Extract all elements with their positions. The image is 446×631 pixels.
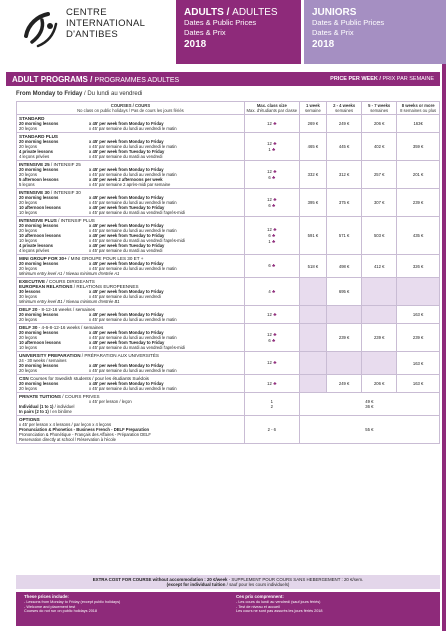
price-label: PRICE PER WEEK / — [330, 76, 381, 82]
adults-year: 2018 — [184, 39, 207, 50]
class-size — [245, 338, 299, 344]
price-cell: 163€ — [397, 115, 440, 133]
course-name: DELF 30 — [19, 325, 38, 330]
course-line-desc: x 45' per week from Tuesday to Friday — [89, 340, 165, 345]
course-line-qty: 4 leçons privées — [19, 248, 50, 253]
price-cell: 402 € — [362, 133, 397, 161]
course-line-desc: x 45' par semaine du mardi au vendredi l'après-midi — [89, 345, 185, 350]
course-line-desc: x 45' par semaine du mardi au vendredi l'après-midi — [89, 238, 185, 243]
course-note: Minimum entry level B1 / Niveau minimum d'entrée B1 — [19, 299, 120, 304]
table-row — [17, 115, 440, 133]
private-price: 36 € — [365, 404, 374, 409]
class-size-value: 6 — [268, 202, 271, 208]
course-line-desc: x 45' par semaine du lundi au vendredi le matin — [89, 228, 177, 233]
course-line-qty: 20 morning lessons — [19, 330, 59, 335]
course-cell — [17, 278, 245, 306]
adults-title: ADULTS / — [184, 7, 230, 18]
course-line-qty: 20 morning lessons — [19, 195, 59, 200]
course-cell — [17, 416, 245, 444]
class-size-value: 12 — [267, 226, 272, 232]
course-line-desc: x 45' par semaine du lundi au vendredi le matin — [89, 144, 177, 149]
table-row — [17, 324, 440, 352]
course-name: MINI GROUP FOR 30+ — [19, 256, 67, 261]
school-logo-icon — [18, 6, 62, 50]
course-line-qty: 30 leçons — [19, 294, 37, 299]
price-cell: 163 € — [397, 306, 440, 324]
course-line-desc: x 45' per week from Monday to Friday — [89, 289, 164, 294]
course-line: Reservation directly at school / Réservation à l'école — [19, 437, 116, 442]
price-cell: 332 € — [299, 161, 326, 189]
school-name: CENTRE INTERNATIONAL D'ANTIBES — [66, 7, 146, 40]
pairs-label: In pairs (2 to 1) — [19, 409, 49, 414]
price-cell: 435 € — [397, 217, 440, 255]
course-note: Minimum entry level A1 / Niveau minimum d'entrée A1 — [19, 271, 120, 276]
price-cell — [397, 278, 440, 306]
course-line-qty: 20 leçons — [19, 200, 37, 205]
class-size-cell — [244, 217, 299, 255]
price-table — [16, 101, 440, 444]
course-name-fr: / INTENSIF 30 — [50, 190, 81, 195]
price-cell: 307 € — [362, 189, 397, 217]
section-title-bar — [6, 72, 440, 86]
course-line-qty: 20 leçons — [19, 317, 37, 322]
course-line-desc: x 45' per week from Monday to Friday — [89, 139, 164, 144]
people-icon: ♣ — [270, 337, 276, 344]
course-line-qty: 20 morning lessons — [19, 167, 59, 172]
course-line-qty: 20 leçons — [19, 172, 37, 177]
course-line — [19, 154, 242, 159]
course-name-fr: / COURS PRIVES — [62, 394, 100, 399]
price-cell: 395 € — [299, 189, 326, 217]
class-size — [245, 289, 299, 295]
price-cell: 375 € — [327, 189, 362, 217]
course-cell — [17, 161, 245, 189]
price-cell: 206 € — [362, 375, 397, 393]
price-cell: 239 € — [397, 189, 440, 217]
price-cell: 412 € — [362, 255, 397, 278]
course-name-fr: / PRÉPARATION AUX UNIVERSITÉS — [81, 353, 159, 358]
price-cell — [299, 324, 326, 352]
course-line-qty: 20 leçons — [19, 144, 37, 149]
notes-left: These prices include: - Lessons from Monday to Friday (except public holidays) - Welcome and placement test Courses do not run on public holidays 2018 — [24, 594, 121, 614]
course-line-desc: x 45' per week from Monday to Friday — [89, 121, 164, 126]
price-cell: 257 € — [362, 161, 397, 189]
class-size — [245, 263, 299, 269]
price-cell — [362, 352, 397, 375]
price-cell: 326 € — [397, 255, 440, 278]
course-line-desc: x 45' par semaine du mardi au vendredi — [89, 154, 163, 159]
price-notes-box — [16, 592, 440, 626]
class-size-value: 12 — [267, 168, 272, 174]
price-cell: 163 € — [397, 375, 440, 393]
course-line-desc: x 45' per week from Tuesday to Friday — [89, 233, 165, 238]
course-line-qty: 10 afternoon lessons — [19, 205, 61, 210]
course-line-desc: x 45' per week from Tuesday to Friday — [89, 149, 165, 154]
class-size-value: 6 — [268, 174, 271, 180]
course-name-fr: Courses for Swedish students / pour les étudiants Suédois — [29, 376, 149, 381]
course-line-desc: x 45' per week from Tuesday to Friday — [89, 243, 165, 248]
class-size — [245, 381, 299, 387]
price-cell: 239 € — [397, 324, 440, 352]
class-size: 2 — [270, 404, 273, 409]
course-cell — [17, 255, 245, 278]
class-size — [245, 147, 299, 153]
individual-label-fr: / individuel — [54, 404, 75, 409]
course-name: STANDARD — [19, 116, 45, 121]
course-name-fr: / MINI GROUPE POUR LES 30 ET + — [68, 256, 144, 261]
people-icon: ♣ — [271, 360, 277, 366]
class-size-value: 1 — [268, 238, 271, 244]
class-size-value: 12 — [267, 196, 272, 202]
course-line — [19, 345, 242, 350]
private-tuitions-row — [17, 393, 440, 416]
course-line-desc: x 45' per week from Monday to Friday — [89, 167, 164, 172]
course-line-qty: 20 leçons — [19, 126, 37, 131]
course-line-qty: 30 lessons — [19, 289, 41, 294]
course-cell — [17, 306, 245, 324]
price-cell: 518 € — [299, 255, 326, 278]
price-cell: 163 € — [397, 352, 440, 375]
course-line-qty: 20 leçons — [19, 386, 37, 391]
price-cell: 445 € — [327, 133, 362, 161]
class-size — [245, 121, 299, 127]
table-row — [17, 133, 440, 161]
col-courses: COURSES / COURS No class on public holidays / Pas de cours les jours fériés — [17, 102, 245, 115]
price-cell — [299, 393, 439, 416]
people-icon: ♣ — [270, 202, 276, 209]
table-row — [17, 306, 440, 324]
price-cell: 206 € — [362, 115, 397, 133]
private-price: 49 € — [365, 399, 374, 404]
col-5-7-weeks: 5 - 7 weeks semaines — [362, 102, 397, 115]
course-line-qty: 20 morning lessons — [19, 363, 59, 368]
course-line — [19, 182, 242, 187]
adults-sub1: Dates & Public Prices — [184, 18, 257, 27]
options-row — [17, 416, 440, 444]
price-cell: 465 € — [299, 133, 326, 161]
course-line-qty: 20 morning lessons — [19, 121, 59, 126]
price-cell — [299, 278, 326, 306]
class-size-cell — [244, 189, 299, 217]
class-size-cell — [244, 133, 299, 161]
people-icon: ♣ — [270, 174, 276, 181]
table-row — [17, 352, 440, 375]
price-cell: 201 € — [397, 161, 440, 189]
course-line-qty: 10 leçons — [19, 210, 37, 215]
course-line-qty: 20 morning lessons — [19, 139, 59, 144]
class-size-cell — [244, 393, 299, 416]
course-line-qty: 10 afternoon lessons — [19, 233, 61, 238]
tab-juniors[interactable] — [304, 0, 446, 64]
course-line-qty: 20 leçons — [19, 368, 37, 373]
course-name-fr: - 4-6-8-12-16 weeks / semaines — [38, 325, 104, 330]
price-cell — [327, 352, 362, 375]
price-cell — [327, 306, 362, 324]
course-line-desc: x 45' per week from Monday to Friday — [89, 195, 164, 200]
course-line-qty: 10 leçons — [19, 345, 37, 350]
people-icon: ♣ — [270, 288, 276, 295]
course-line-desc: x 45' per week from Monday to Friday — [89, 261, 164, 266]
class-size — [245, 312, 299, 318]
course-line-qty: 20 leçons — [19, 228, 37, 233]
class-size — [245, 203, 299, 209]
course-name-2: EUROPEAN RELATIONS — [19, 284, 73, 289]
course-cell — [17, 115, 245, 133]
class-size-value: 12 — [267, 120, 272, 126]
course-name: UNIVERSITY PREPARATION — [19, 353, 81, 358]
course-line-desc: x 45' par semaine du lundi au vendredi le matin — [89, 317, 177, 322]
course-cell — [17, 189, 245, 217]
price-cell — [362, 278, 397, 306]
course-line-qty: 5 leçons — [19, 182, 35, 187]
course-cell — [17, 352, 245, 375]
juniors-year: 2018 — [312, 39, 335, 50]
price-cell: 503 € — [362, 217, 397, 255]
course-name: INTENSIVE PLUS — [19, 218, 57, 223]
class-size-value: 12 — [267, 140, 272, 146]
people-icon: ♣ — [271, 120, 277, 127]
course-name: CSN — [19, 376, 29, 381]
people-icon: ♣ — [270, 238, 276, 245]
price-cell: 591 € — [299, 217, 326, 255]
adults-title-fr: ADULTES — [232, 7, 278, 18]
course-line-qty: 10 leçons — [19, 238, 37, 243]
course-line — [19, 368, 242, 373]
course-line-qty: 20 morning lessons — [19, 261, 59, 266]
price-cell: 249 € — [327, 375, 362, 393]
course-name-fr: / COURS DIRIGEANTS — [46, 279, 95, 284]
price-cell: 695 € — [327, 278, 362, 306]
class-size — [245, 175, 299, 181]
course-line-desc: x 45' par semaine du lundi au vendredi le matin — [89, 200, 177, 205]
class-size-value: 12 — [267, 360, 272, 365]
course-line-qty: 20 leçons — [19, 335, 37, 340]
notes-right: Ces prix comprennent: - Les cours du lundi au vendredi (sauf jours fériés) - Test de niveau et accueil Les cours ne sont pas assurés les jours fériés 2018 — [236, 594, 323, 614]
course-line-desc: x 45' per week 2 afternoons per week — [89, 177, 163, 182]
course-line-qty: 20 leçons — [19, 266, 37, 271]
class-size-value: 6 — [268, 263, 271, 268]
price-cell: 498 € — [327, 255, 362, 278]
course-title: OPTIONS — [19, 417, 40, 422]
section-title-fr: PROGRAMMES ADULTES — [94, 76, 180, 84]
course-line: x 45' per lesson x 4 lessons / par leçon x 4 leçons — [19, 422, 112, 427]
course-line-desc: x 45' par semaine du mardi au vendredi — [89, 248, 163, 253]
people-icon: ♣ — [271, 380, 277, 387]
class-size-cell — [244, 324, 299, 352]
course-line — [19, 210, 242, 215]
class-size-value: 1 — [268, 146, 271, 152]
side-accent-bar — [442, 64, 446, 631]
section-title: ADULT PROGRAMS / — [12, 74, 93, 84]
class-size-cell — [244, 306, 299, 324]
course-line — [19, 386, 242, 391]
course-name: DELF 20 — [19, 307, 38, 312]
course-line-desc: x 45' per week from Monday to Friday — [89, 223, 164, 228]
course-line — [19, 409, 242, 414]
adults-sub2: Dates & Prix — [184, 27, 226, 37]
people-icon: ♣ — [271, 140, 277, 147]
schedule-subhead: From Monday to Friday / Du lundi au vendredi — [16, 91, 143, 97]
course-line-desc: x 45' per week from Tuesday to Friday — [89, 205, 165, 210]
table-row — [17, 161, 440, 189]
course-line-qty: 4 private lessons — [19, 149, 53, 154]
people-icon: ♣ — [270, 232, 276, 239]
course-line — [19, 317, 242, 322]
people-icon: ♣ — [271, 331, 277, 338]
course-line-desc: x 45' per week from Monday to Friday — [89, 330, 164, 335]
table-header-row — [17, 102, 440, 115]
juniors-sub2: Dates & Prix — [312, 27, 354, 37]
extra-cost-note: EXTRA COST FOR COURSE without accommodation : 20 €/week - SUPPLEMENT POUR COURS SANS HEBERGEMENT : 20 €/sem. (except for individual tuition / sauf pour les cours individuels) — [16, 575, 440, 589]
col-8-weeks: 8 weeks or more 8 semaines ou plus — [397, 102, 440, 115]
class-size-value: 12 — [267, 380, 272, 386]
course-line-qty: 10 afternoon lessons — [19, 340, 61, 345]
juniors-sub1: Dates & Public Prices — [312, 18, 385, 27]
course-cell — [17, 133, 245, 161]
course-line-desc: x 45' par semaine du mardi au vendredi l'après-midi — [89, 210, 185, 215]
course-line-desc: x 45' per lesson / leçon — [89, 399, 132, 404]
class-size-cell — [244, 115, 299, 133]
tab-adults[interactable] — [176, 0, 301, 64]
course-line-desc: x 45' par semaine du lundi au vendredi — [89, 294, 161, 299]
price-cell — [299, 375, 326, 393]
class-size-value: 12 — [267, 311, 272, 317]
course-line — [19, 248, 242, 253]
juniors-title: JUNIORS — [312, 7, 357, 18]
class-size — [245, 360, 299, 366]
table-row — [17, 255, 440, 278]
course-name: INTENSIVE 25 — [19, 162, 50, 167]
class-size-cell: 2 - 6 — [244, 416, 299, 444]
price-cell: 359 € — [397, 133, 440, 161]
course-line-desc: x 45' par semaine 2 après-midi par semaine — [89, 182, 171, 187]
people-icon: ♣ — [271, 311, 277, 318]
class-size-value: 4 — [268, 288, 271, 294]
course-line-qty: 4 private lessons — [19, 243, 53, 248]
course-name-fr: - 8-12-16 weeks / semaines — [38, 307, 96, 312]
course-cell — [17, 324, 245, 352]
course-line-desc: x 45' par semaine du lundi au vendredi le matin — [89, 386, 177, 391]
course-name: PRIVATE TUITIONS — [19, 394, 61, 399]
class-size-cell — [244, 255, 299, 278]
pairs-label-fr: / en binôme — [49, 409, 72, 414]
class-size-value: 6 — [268, 232, 271, 238]
people-icon: ♣ — [270, 263, 276, 269]
course-line-qty: 20 morning lessons — [19, 381, 59, 386]
course-line: Pronunciation & Phonetics - Business French - DELF Preparation — [19, 427, 150, 432]
course-line: Prononciation & Phonétique - Français des Affaires - Préparation DELF — [19, 432, 151, 437]
course-line-qty: 24 - 30 weeks / semaines — [19, 358, 67, 363]
price-cell: 269 € — [299, 115, 326, 133]
col-class-size: Max. class size Max. d'étudiants par classe — [244, 102, 299, 115]
table-row — [17, 278, 440, 306]
table-row — [17, 375, 440, 393]
class-size: 1 — [270, 399, 273, 404]
class-size-cell — [244, 352, 299, 375]
course-line-desc: x 45' per week from Monday to Friday — [89, 363, 164, 368]
price-cell — [299, 306, 326, 324]
course-cell — [17, 393, 245, 416]
price-cell — [362, 306, 397, 324]
course-line-desc: x 45' par semaine du lundi au vendredi le matin — [89, 368, 177, 373]
table-row — [17, 189, 440, 217]
course-cell — [17, 375, 245, 393]
price-cell — [299, 352, 326, 375]
course-line-qty: 5 afternoon lessons — [19, 177, 59, 182]
people-icon: ♣ — [271, 168, 277, 175]
people-icon: ♣ — [271, 196, 277, 203]
col-2-4-weeks: 2 - 4 weeks semaines — [327, 102, 362, 115]
course-name-fr: / INTENSIF PLUS — [58, 218, 95, 223]
course-line-desc: x 45' par semaine du lundi au vendredi le matin — [89, 266, 177, 271]
class-size-value: 12 — [267, 331, 272, 337]
price-cell: 312 € — [327, 161, 362, 189]
course-line-qty: 4 leçons privées — [19, 154, 50, 159]
course-name-2-fr: / RELATIONS EUROPEENNES — [73, 284, 139, 289]
course-line-desc: x 45' par semaine du lundi au vendredi le matin — [89, 172, 177, 177]
course-line-qty: 20 morning lessons — [19, 312, 59, 317]
course-line — [19, 126, 242, 131]
course-line-qty: 20 morning lessons — [19, 223, 59, 228]
course-name-fr: / INTENSIF 25 — [50, 162, 81, 167]
people-icon: ♣ — [271, 226, 277, 233]
people-icon: ♣ — [270, 146, 276, 153]
table-row — [17, 217, 440, 255]
price-cell: 249 € — [327, 115, 362, 133]
price-cell: 239 € — [362, 324, 397, 352]
individual-label: Individual (1 to 1) — [19, 404, 54, 409]
class-size — [245, 239, 299, 245]
course-line-desc: x 45' par semaine du lundi au vendredi le matin — [89, 126, 177, 131]
col-1-week: 1 week semaine — [299, 102, 326, 115]
course-line-desc: x 45' par semaine du lundi au vendredi le matin — [89, 335, 177, 340]
course-name: INTENSIVE 30 — [19, 190, 50, 195]
course-cell — [17, 217, 245, 255]
class-size-cell — [244, 375, 299, 393]
price-cell: 239 € — [327, 324, 362, 352]
class-size-cell — [244, 278, 299, 306]
price-cell: 571 € — [327, 217, 362, 255]
course-line-desc: x 45' per week from Monday to Friday — [89, 312, 164, 317]
price-cell: 55 € — [299, 416, 439, 444]
class-size-cell — [244, 161, 299, 189]
class-size-value: 6 — [268, 337, 271, 343]
course-line-desc: x 45' per week from Monday to Friday — [89, 381, 164, 386]
course-name: STANDARD PLUS — [19, 134, 58, 139]
course-name: EXECUTIVE — [19, 279, 46, 284]
price-label-fr: PRIX PAR SEMAINE — [382, 76, 434, 82]
